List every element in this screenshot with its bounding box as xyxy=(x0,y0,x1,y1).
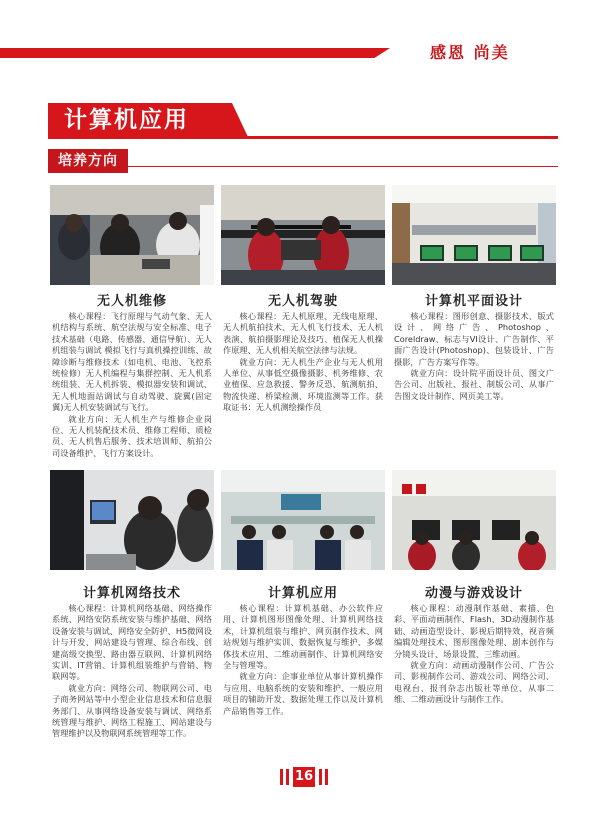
program-title: 动漫与游戏设计 xyxy=(424,586,523,601)
program-title: 计算机平面设计 xyxy=(424,294,523,309)
program-title: 无人机维修 xyxy=(96,294,167,309)
page-number-stripe xyxy=(280,769,283,785)
page-number-stripe xyxy=(319,769,322,785)
core-courses-text: 核心课程：飞行原理与气动气象、无人机结构与系统、航空法规与安全标准、电子技术基础（电路、传感器、通信导航）、无人机组装与调试 模拟飞行与真机操控训练、故障诊断与维修技术（如电机、电池、飞控系统检修）无人机编程与集群控制、无人机系统组装、无人机拆装、模拟器安装和调试、无人机地面站调试与自动驾驶、旋翼(固定翼)无人机安装调试与飞行。 xyxy=(52,311,212,413)
program-title: 无人机驾驶 xyxy=(267,294,338,309)
section-subtitle: 培养方向 xyxy=(58,153,118,169)
career-text: 就业方向：无人机生产与维修企业岗位、无人机装配技术员、维修工程师、质检员、无人机售后服务、技术培训师、航拍公司设备维护、飞行方案设计。 xyxy=(52,413,212,458)
career-text: 就业方向：动画动漫制作公司、广告公司、影视制作公司、游戏公司、网络公司、电视台、报刊杂志出版社等单位、从事二维、二维动画设计与制作工作。 xyxy=(394,660,554,705)
photo-classroom xyxy=(221,470,385,570)
section-title: 计算机应用 xyxy=(64,107,189,133)
program-title: 计算机网络技术 xyxy=(82,586,181,601)
page-number: 16 xyxy=(293,767,315,787)
section-title-underline xyxy=(48,136,558,139)
photo-drone-repair xyxy=(50,185,214,285)
core-courses-text: 核心课程：无人机原理、无线电原理、无人机航拍技术、无人机飞行技术、无人机表演、航拍摄影理论及技巧、植保无人机操作原理、无人机相关航空法律与法规。 xyxy=(223,311,383,356)
program-description xyxy=(394,603,554,706)
header-accent-bar xyxy=(0,48,390,58)
photo-network-lab xyxy=(50,470,214,570)
photo-drone-piloting xyxy=(221,185,385,285)
core-courses-text: 核心课程：图形创意、摄影技术、版式设计、网络广告、Photoshop、Coreldraw、标志与VI设计、广告制作、平面广告设计(Photoshop)、包装设计、广告摄影，广告方案写作等。 xyxy=(394,311,554,367)
career-text: 就业方向：网络公司、物联网公司、电子商务网站等中小型企业信息技术和信息服务部门、从事网络设备安装与调试、网络系统管理与维护、网络工程施工、网站建设与管理维护以及物联网系统管理等工作。 xyxy=(52,682,212,739)
page-number-stripe xyxy=(286,769,289,785)
core-courses-text: 核心课程：动漫制作基础、素描、色彩、平面动画制作、Flash、3D动漫制作基础、动画造型设计、影视后期特效，视音频编辑处理技术、图形图像处理、剧本创作与分镜头设计、场景设置、三维动画。 xyxy=(394,603,554,659)
core-courses-text: 核心课程：计算机网络基础、网络操作系统、网络安防系统安装与维护基础、网络设备安装与调试、网络安全防护、H5微网设计与开发、网站建设与管理、综合布线、创建高级交换型、路由器互联网、计算机网络实训、IT营销、计算机组装维护与营销、物联网等。 xyxy=(52,603,212,682)
header-slogan: 感恩 尚美 xyxy=(430,43,510,62)
page-number-stripe xyxy=(325,769,328,785)
program-title: 计算机应用 xyxy=(267,586,338,601)
career-text: 就业方向：企事业单位从事计算机操作与应用、电脑系统的安装和维护、一般应用项目的辅助开发、数据处理工作以及计算机产品销售等工作。 xyxy=(223,671,383,716)
page-number-badge xyxy=(280,767,328,787)
photo-computer-lab xyxy=(392,185,556,285)
subtitle-line xyxy=(128,166,558,167)
program-description xyxy=(52,311,212,459)
core-courses-text: 核心课程：计算机基础、办公软件应用、计算机图形图像处理、计算机网络技术，计算机组装与维护、网页制作技术、网站规划与维护实训、数据恢复与维护、多媒体技术应用、二维动画制作、计算机网络安全与管理等。 xyxy=(223,603,383,671)
program-description xyxy=(394,311,554,402)
career-text: 就业方向：无人机生产企业与无人机用人单位、从事低空摄像摄影、机务维修、农业植保、应急救援、警务反恐、航测航拍、物流快递、桥梁检测、环境监测等工作。获取证书：无人机测绘操作员 xyxy=(223,356,383,413)
career-text: 就业方向：设计院平面设计员、图文广告公司、出版社、报社、制版公司、从事广告图文设计制作、网页美工等。 xyxy=(394,368,554,401)
program-description xyxy=(223,603,383,717)
photo-animation-lab xyxy=(392,470,556,570)
program-description xyxy=(52,603,212,740)
program-description xyxy=(223,311,383,414)
